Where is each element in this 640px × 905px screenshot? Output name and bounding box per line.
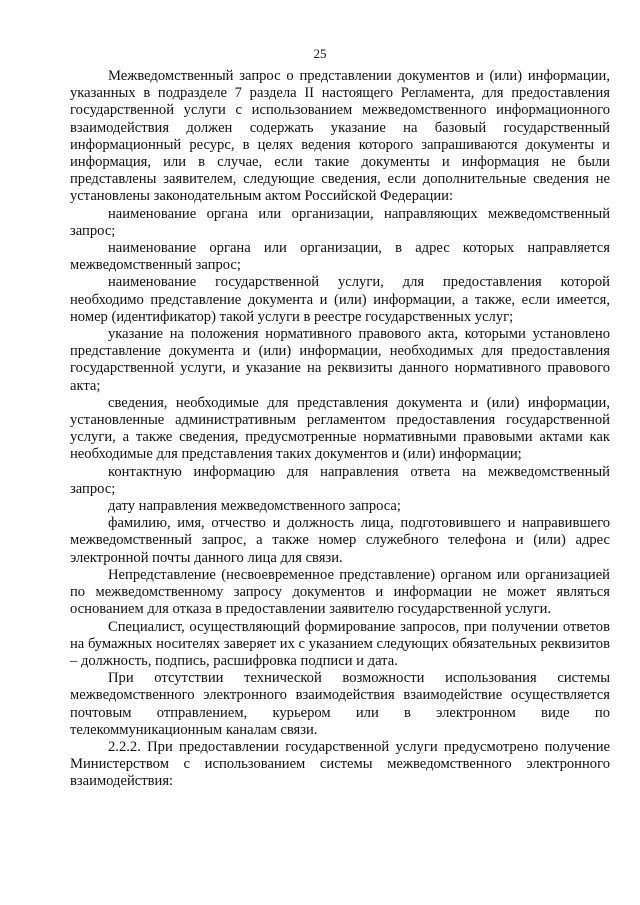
paragraph-specialist-certification: Специалист, осуществляющий формирование запросов, при получении ответов на бумажных носителях заверяет их с указанием следующих обязательных реквизитов – должность, подпись, расшифровка подписи и дата. <box>70 618 610 669</box>
paragraph-required-information: сведения, необходимые для представления документа и (или) информации, установленные административным регламентом предоставления государственной услуги, а также сведения, предусмотренные нормативными правовыми актами как необходимые для представления таких документов и (или) информации; <box>70 394 610 463</box>
document-body <box>70 68 610 791</box>
paragraph-recipient-body-name: наименование органа или организации, в адрес которых направляется межведомственный запрос; <box>70 240 610 274</box>
paragraph-legal-act-reference: указание на положения нормативного правового акта, которыми установлено представление документа и (или) информации, необходимых для предоставления государственной услуги, и указание на реквизиты данного нормативного правового акта; <box>70 326 610 394</box>
paragraph-responsible-person: фамилию, имя, отчество и должность лица, подготовившего и направившего межведомственный запрос, а также номер служебного телефона и (или) адрес электронной почты данного лица для связи. <box>70 515 610 566</box>
paragraph-request-date: дату направления межведомственного запроса; <box>108 498 401 515</box>
paragraph-contact-info: контактную информацию для направления ответа на межведомственный запрос; <box>70 463 610 497</box>
paragraph-requesting-body-name: наименование органа или организации, направляющих межведомственный запрос; <box>70 205 610 239</box>
paragraph-no-technical-possibility: При отсутствии технической возможности использования системы межведомственного электронного взаимодействия взаимодействие осуществляется почтовым отправлением, курьером или в электронном виде по телекоммуникационным каналам связи. <box>70 670 610 738</box>
page-number: 25 <box>313 46 327 61</box>
paragraph-section-2-2-2: 2.2.2. При предоставлении государственной услуги предусмотрено получение Министерством с использованием системы межведомственного электронного взаимодействия: <box>70 738 610 790</box>
paragraph-service-name: наименование государственной услуги, для предоставления которой необходимо представление документа и (или) информации, а также, если имеется, номер (идентификатор) такой услуги в реестре государственных услуг; <box>70 274 610 325</box>
paragraph-interagency-request: Межведомственный запрос о представлении документов и (или) информации, указанных в подразделе 7 раздела II настоящего Регламента, для предоставления государственной услуги с использованием межведомственного информационного взаимодействия должен содержать указание на базовый государственный информационный ресурс, в целях ведения которого запрашиваются документы и информация, или в случае, если такие документы и информация не были представлены заявителем, следующие сведения, если дополнительные сведения не установлены законодательным актом Российской Федерации: <box>70 68 610 205</box>
paragraph-non-submission: Непредставление (несвоевременное представление) органом или организацией по межведомственному запросу документов и информации не может являться основанием для отказа в предоставлении заявителю государственной услуги. <box>70 566 610 618</box>
